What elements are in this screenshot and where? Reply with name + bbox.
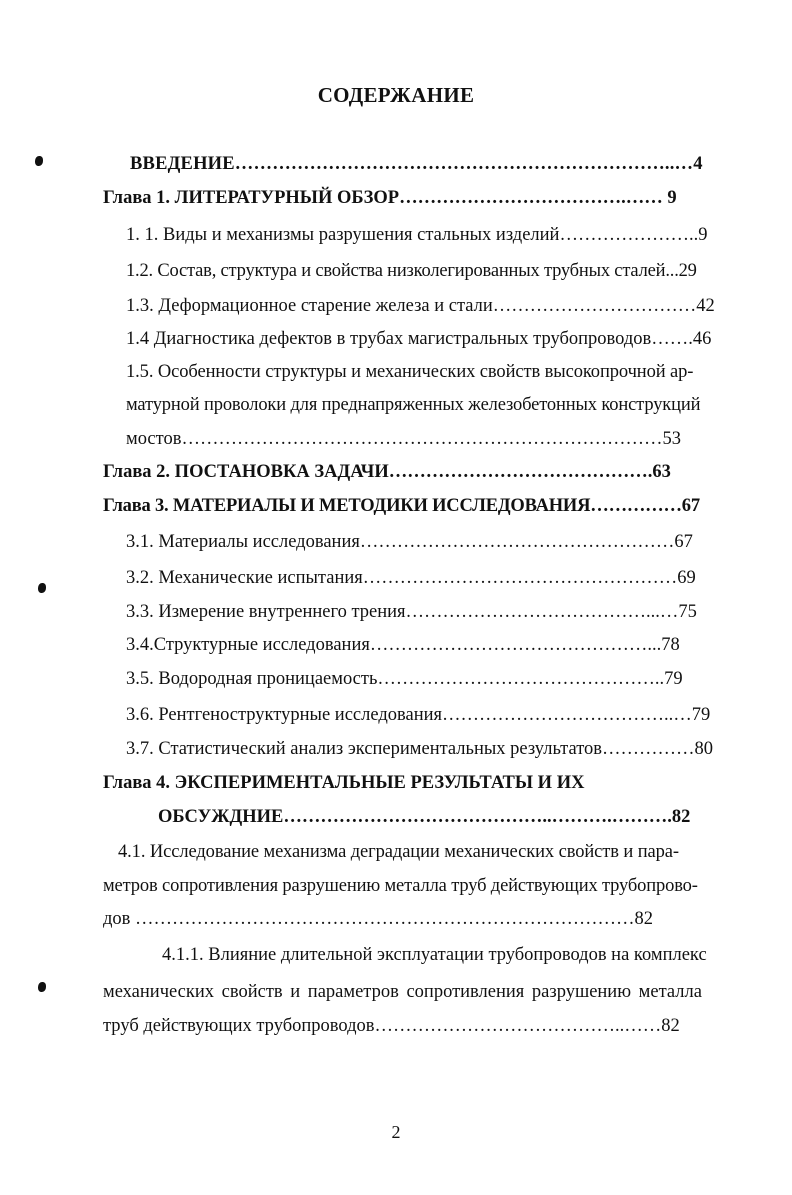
toc-entry-chapter-4-line-1: Глава 4. ЭКСПЕРИМЕНТАЛЬНЫЕ РЕЗУЛЬТАТЫ И ИХ	[103, 773, 585, 793]
scan-mark	[38, 982, 46, 992]
toc-entry-3-5: 3.5. Водородная проницаемость………………………………………..79	[126, 669, 683, 689]
page-title: СОДЕРЖАНИЕ	[317, 83, 475, 107]
toc-entry-1-2: 1.2. Состав, структура и свойства низколегированных трубных сталей...29	[126, 261, 697, 281]
toc-entry-introduction: ВВЕДЕНИЕ……………………………………………………………..…4	[130, 154, 703, 174]
toc-entry-4-1-1-line-3: труб действующих трубопроводов…………………………………..……82	[103, 1016, 680, 1036]
scan-mark	[38, 583, 46, 593]
toc-entry-4-1-line-2: метров сопротивления разрушению металла труб действующих трубопрово-	[103, 876, 698, 896]
toc-entry-3-3: 3.3. Измерение внутреннего трения…………………………………...…75	[126, 602, 697, 622]
toc-entry-4-1-1-line-1: 4.1.1. Влияние длительной эксплуатации трубопроводов на комплекс	[162, 945, 707, 965]
toc-entry-3-4: 3.4.Структурные исследования………………………………………...78	[126, 635, 680, 655]
toc-entry-chapter-2: Глава 2. ПОСТАНОВКА ЗАДАЧИ…………………………………….63	[103, 462, 671, 482]
toc-entry-4-1-line-1: 4.1. Исследование механизма деградации механических свойств и пара-	[118, 842, 679, 862]
toc-entry-chapter-3: Глава 3. МАТЕРИАЛЫ И МЕТОДИКИ ИССЛЕДОВАНИЯ……………67	[103, 496, 700, 516]
toc-entry-1-1: 1. 1. Виды и механизмы разрушения стальных изделий…………………..9	[126, 225, 708, 245]
toc-entry-3-1: 3.1. Материалы исследования……………………………………………67	[126, 532, 693, 552]
toc-entry-chapter-4-line-2: ОБСУЖДНИЕ……………………………………..……….……….82	[158, 807, 691, 827]
toc-entry-1-5-line-3: мостов……………………………………………………………………53	[126, 429, 681, 449]
toc-entry-1-5-line-2: матурной проволоки для преднапряженных железобетонных конструкций	[126, 395, 701, 415]
toc-entry-4-1-line-3: дов ………………………………………………………………………82	[103, 909, 654, 929]
toc-entry-chapter-1: Глава 1. ЛИТЕРАТУРНЫЙ ОБЗОР……………………………….…… 9	[103, 188, 677, 208]
scan-mark	[35, 156, 43, 166]
toc-entry-1-5-line-1: 1.5. Особенности структуры и механических свойств высокопрочной ар-	[126, 362, 694, 382]
toc-entry-1-4: 1.4 Диагностика дефектов в трубах магистральных трубопроводов…….46	[126, 329, 712, 349]
toc-entry-1-3: 1.3. Деформационное старение железа и стали……………………………42	[126, 296, 715, 316]
toc-entry-3-7: 3.7. Статистический анализ экспериментальных результатов……………80	[126, 739, 714, 759]
toc-entry-3-2: 3.2. Механические испытания……………………………………………69	[126, 568, 696, 588]
toc-entry-3-6: 3.6. Рентгеноструктурные исследования………………………………..…79	[126, 705, 711, 725]
page-number: 2	[391, 1122, 401, 1142]
toc-entry-4-1-1-line-2: механических свойств и параметров сопротивления разрушению металла	[103, 982, 702, 1002]
